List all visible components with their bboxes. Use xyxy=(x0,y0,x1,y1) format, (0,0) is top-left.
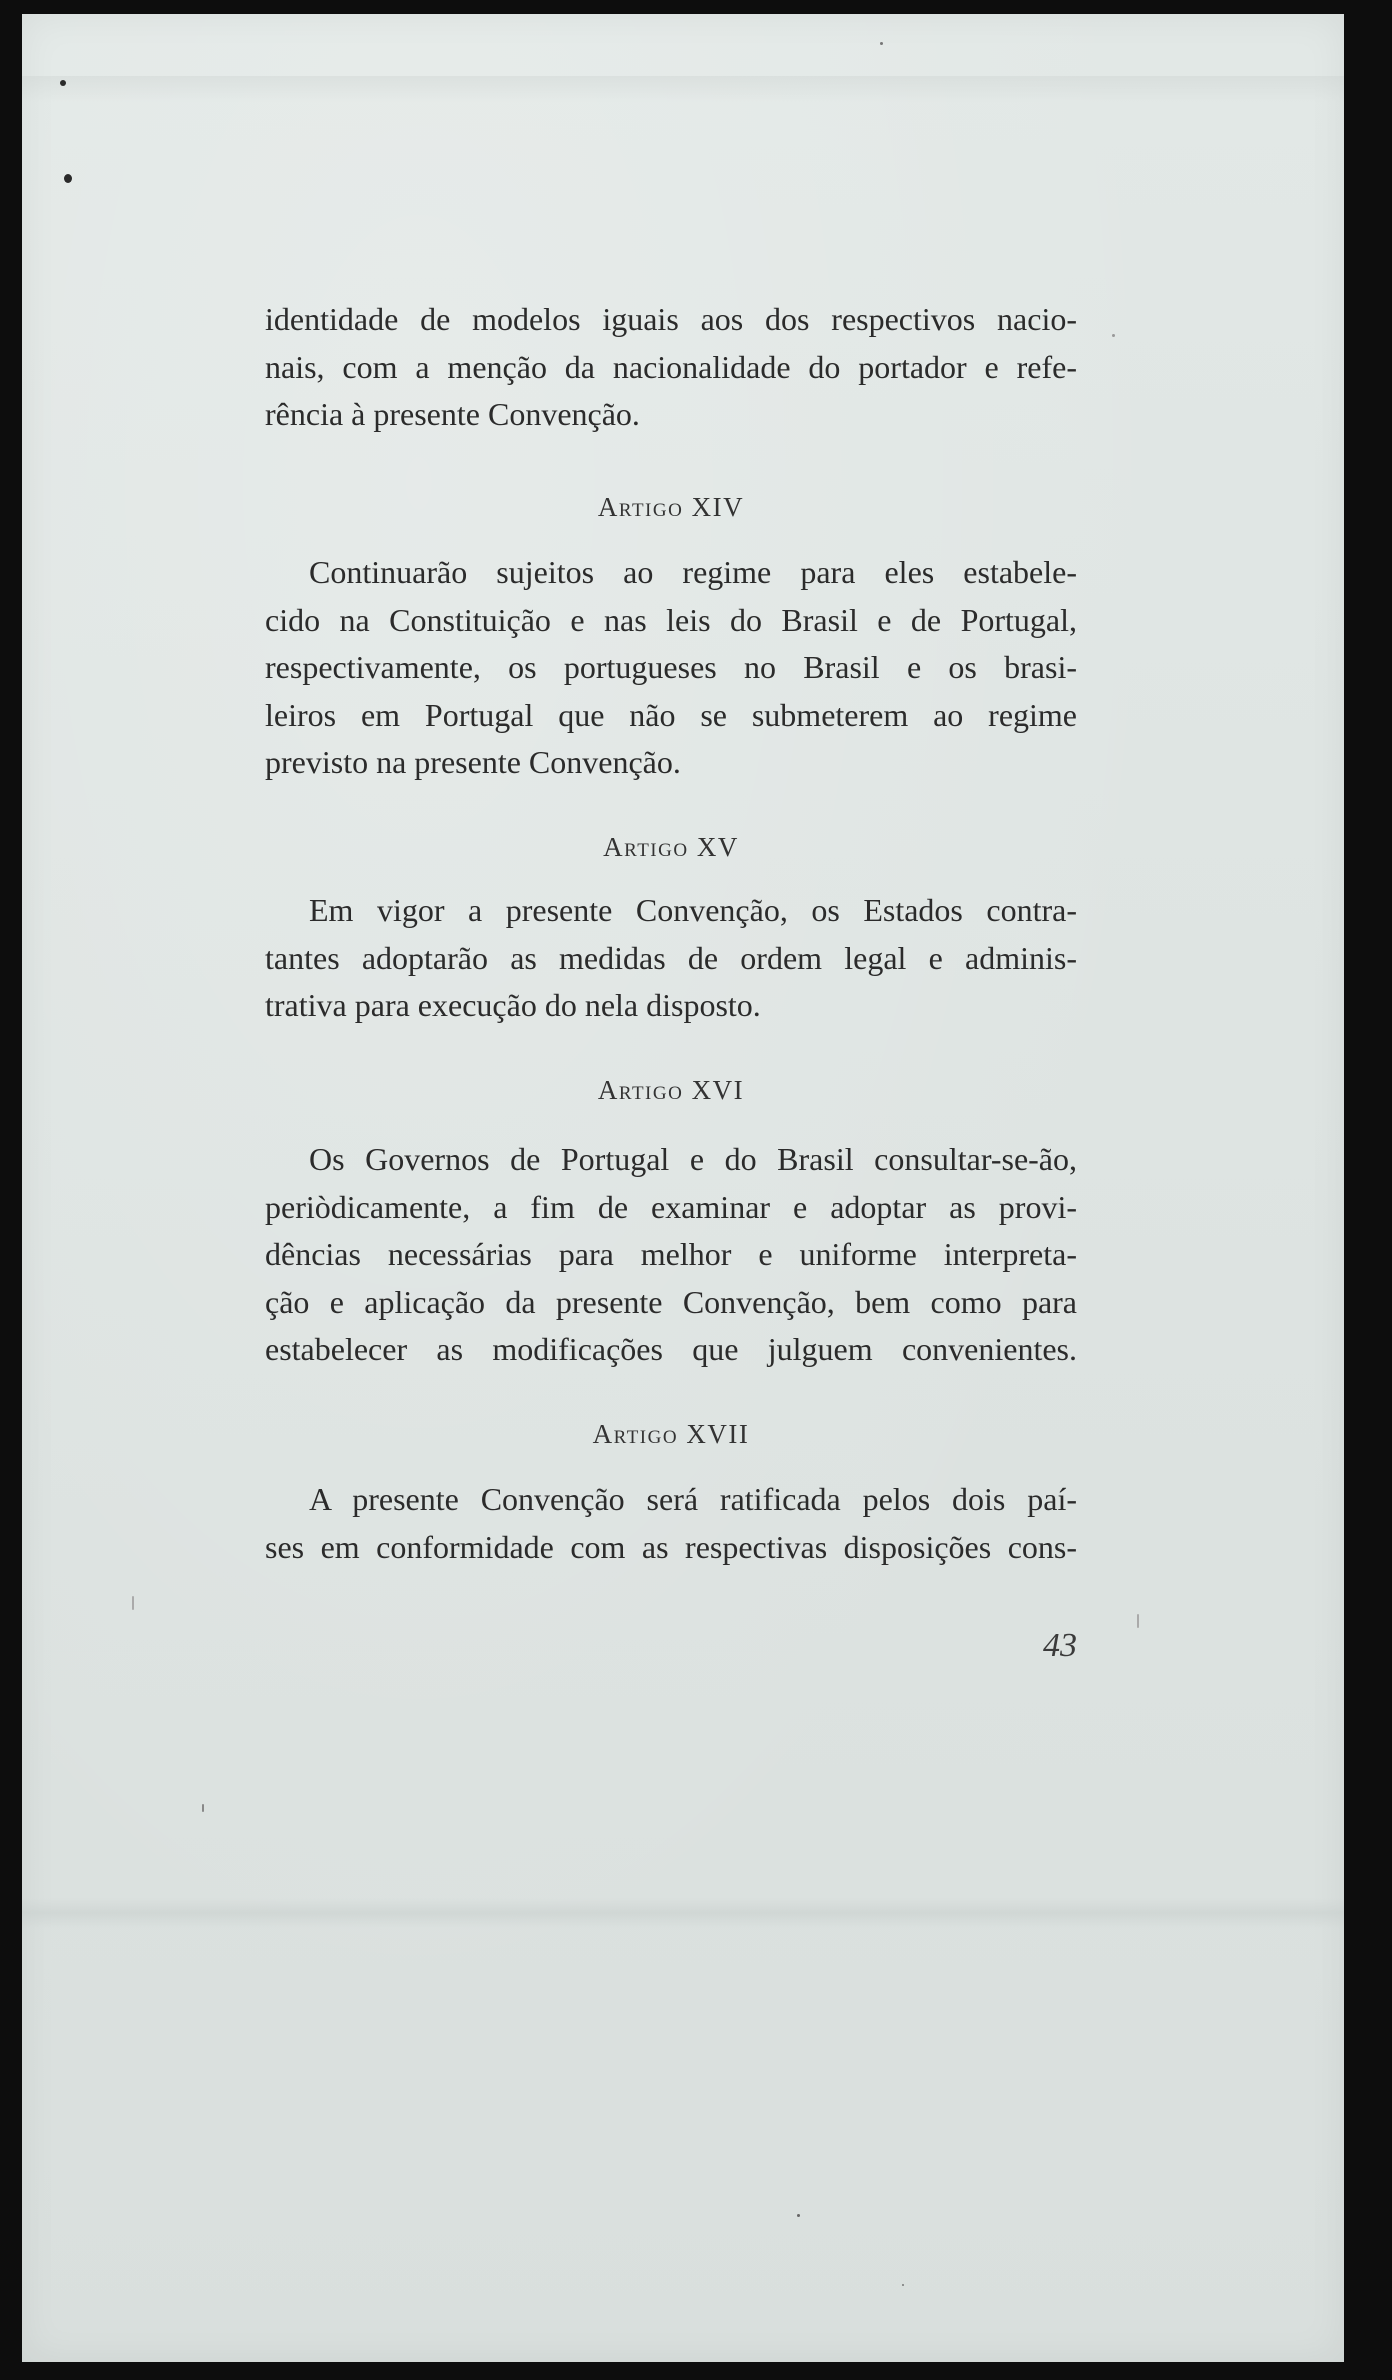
text-line: previsto na presente Convenção. xyxy=(265,744,681,780)
text-line: identidade de modelos iguais aos dos respectivos nacio- xyxy=(265,301,1077,337)
text-line: leiros em Portugal que não se submeterem ao regime xyxy=(265,696,1077,733)
text-line: tantes adoptarão as medidas de ordem legal e adminis- xyxy=(265,939,1077,976)
paper-speck xyxy=(60,80,66,86)
article-xiv-paragraph xyxy=(265,549,1077,787)
text-line: estabelecer as modificações que julguem convenientes. xyxy=(265,1331,1077,1367)
article-xv-paragraph xyxy=(265,887,1077,1030)
text-line: trativa para execução do nela disposto. xyxy=(265,987,761,1023)
article-heading-xiv: Artigo XIV xyxy=(597,492,745,522)
article-heading-xv: Artigo XV xyxy=(603,832,739,862)
text-line: A presente Convenção será ratificada pelos dois paí- xyxy=(309,1481,1077,1517)
paper-speck xyxy=(797,2214,800,2217)
text-line: nais, com a menção da nacionalidade do portador e refe- xyxy=(265,348,1077,385)
article-heading-xvii: Artigo XVII xyxy=(592,1419,750,1449)
text-line: ses em conformidade com as respectivas disposições cons- xyxy=(265,1528,1077,1565)
paper-fold-bottom xyxy=(22,1898,1344,1928)
document-page xyxy=(22,14,1344,2362)
text-line: rência à presente Convenção. xyxy=(265,396,640,432)
paragraph-continuation xyxy=(265,296,1077,439)
paper-speck xyxy=(902,2284,904,2286)
text-line: Os Governos de Portugal e do Brasil consultar-se-ão, xyxy=(309,1141,1077,1177)
text-line: periòdicamente, a fim de examinar e adoptar as provi- xyxy=(265,1188,1077,1225)
article-xvi-paragraph xyxy=(265,1136,1077,1374)
text-line: respectivamente, os portugueses no Brasil e os brasi- xyxy=(265,649,1077,685)
paper-speck xyxy=(1112,334,1115,337)
article-xvii-paragraph xyxy=(265,1476,1077,1571)
text-line: cido na Constituição e nas leis do Brasil e de Portugal, xyxy=(265,601,1077,638)
text-line: Em vigor a presente Convenção, os Estados contra- xyxy=(309,892,1077,928)
article-heading-xvi: Artigo XVI xyxy=(597,1075,745,1105)
paper-speck xyxy=(64,174,72,183)
paper-speck xyxy=(880,42,883,45)
text-line: dências necessárias para melhor e uniforme interpreta- xyxy=(265,1236,1077,1272)
paper-speck xyxy=(132,1596,134,1610)
text-line: Continuarão sujeitos ao regime para eles estabele- xyxy=(309,554,1077,590)
paper-fold-top xyxy=(22,76,1344,102)
page-number: 43 xyxy=(1043,1627,1077,1664)
paper-speck xyxy=(202,1804,204,1812)
text-line: ção e aplicação da presente Convenção, bem como para xyxy=(265,1283,1077,1320)
paper-speck xyxy=(1137,1614,1139,1628)
